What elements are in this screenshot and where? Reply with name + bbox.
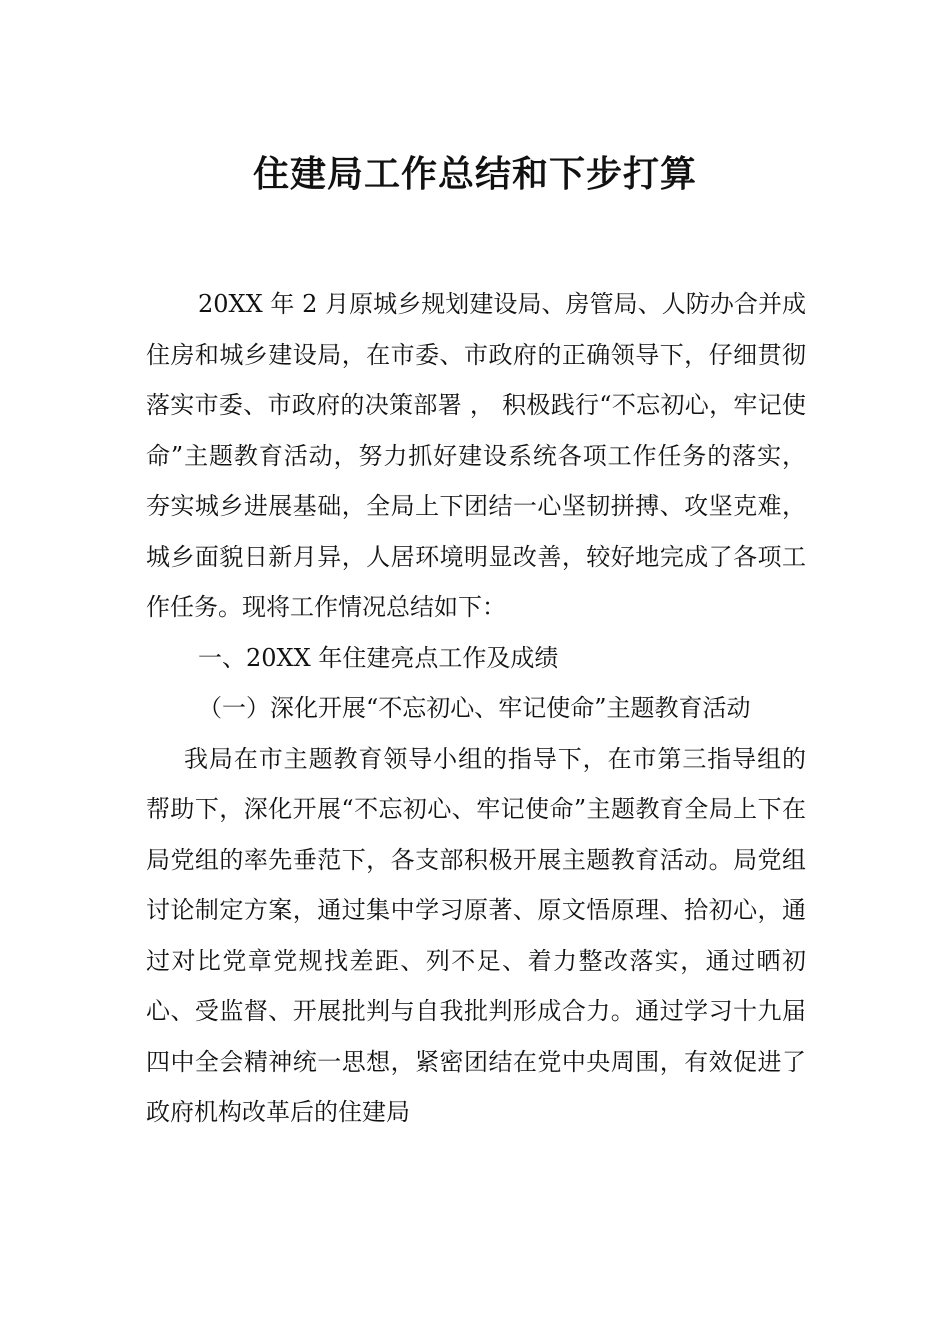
body-paragraph: 我局在市主题教育领导小组的指导下，在市第三指导组的帮助下，深化开展“不忘初心、牢记使命”主题教育全局上下在局党组的率先垂范下，各支部积极开展主题教育活动。局党组讨论制定方案，通过集中学习原著、原文悟原理、拾初心，通过对比党章党规找差距、列不足、着力整改落实，通过晒初心、受监督、开展批判与自我批判形成合力。通过学习十九届四中全会精神统一思想，紧密团结在党中央周围，有效促进了政府机构改革后的住建局 — [146, 744, 806, 1126]
section-heading-1: 一、20XX 年住建亮点工作及成绩 — [198, 643, 559, 672]
document-title: 住建局工作总结和下步打算 — [252, 154, 697, 196]
intro-paragraph: 20XX 年 2 月原城乡规划建设局、房管局、人防办合并成住房和城乡建设局，在市委、市政府的正确领导下，仔细贯彻落实市委、市政府的决策部署 ， 积极践行“不忘初心，牢记使命”主题教育活动，努力抓好建设系统各项工作任务的落实，夯实城乡进展基础，全局上下团结一心坚韧拼搏、攻坚克难，城乡面貌日新月异，人居环境明显改善，较好地完成了各项工作任务。现将工作情况总结如下： — [146, 290, 806, 621]
subsection-heading-1: （一）深化开展“不忘初心、牢记使命”主题教育活动 — [198, 694, 751, 722]
document-body — [146, 279, 806, 1138]
